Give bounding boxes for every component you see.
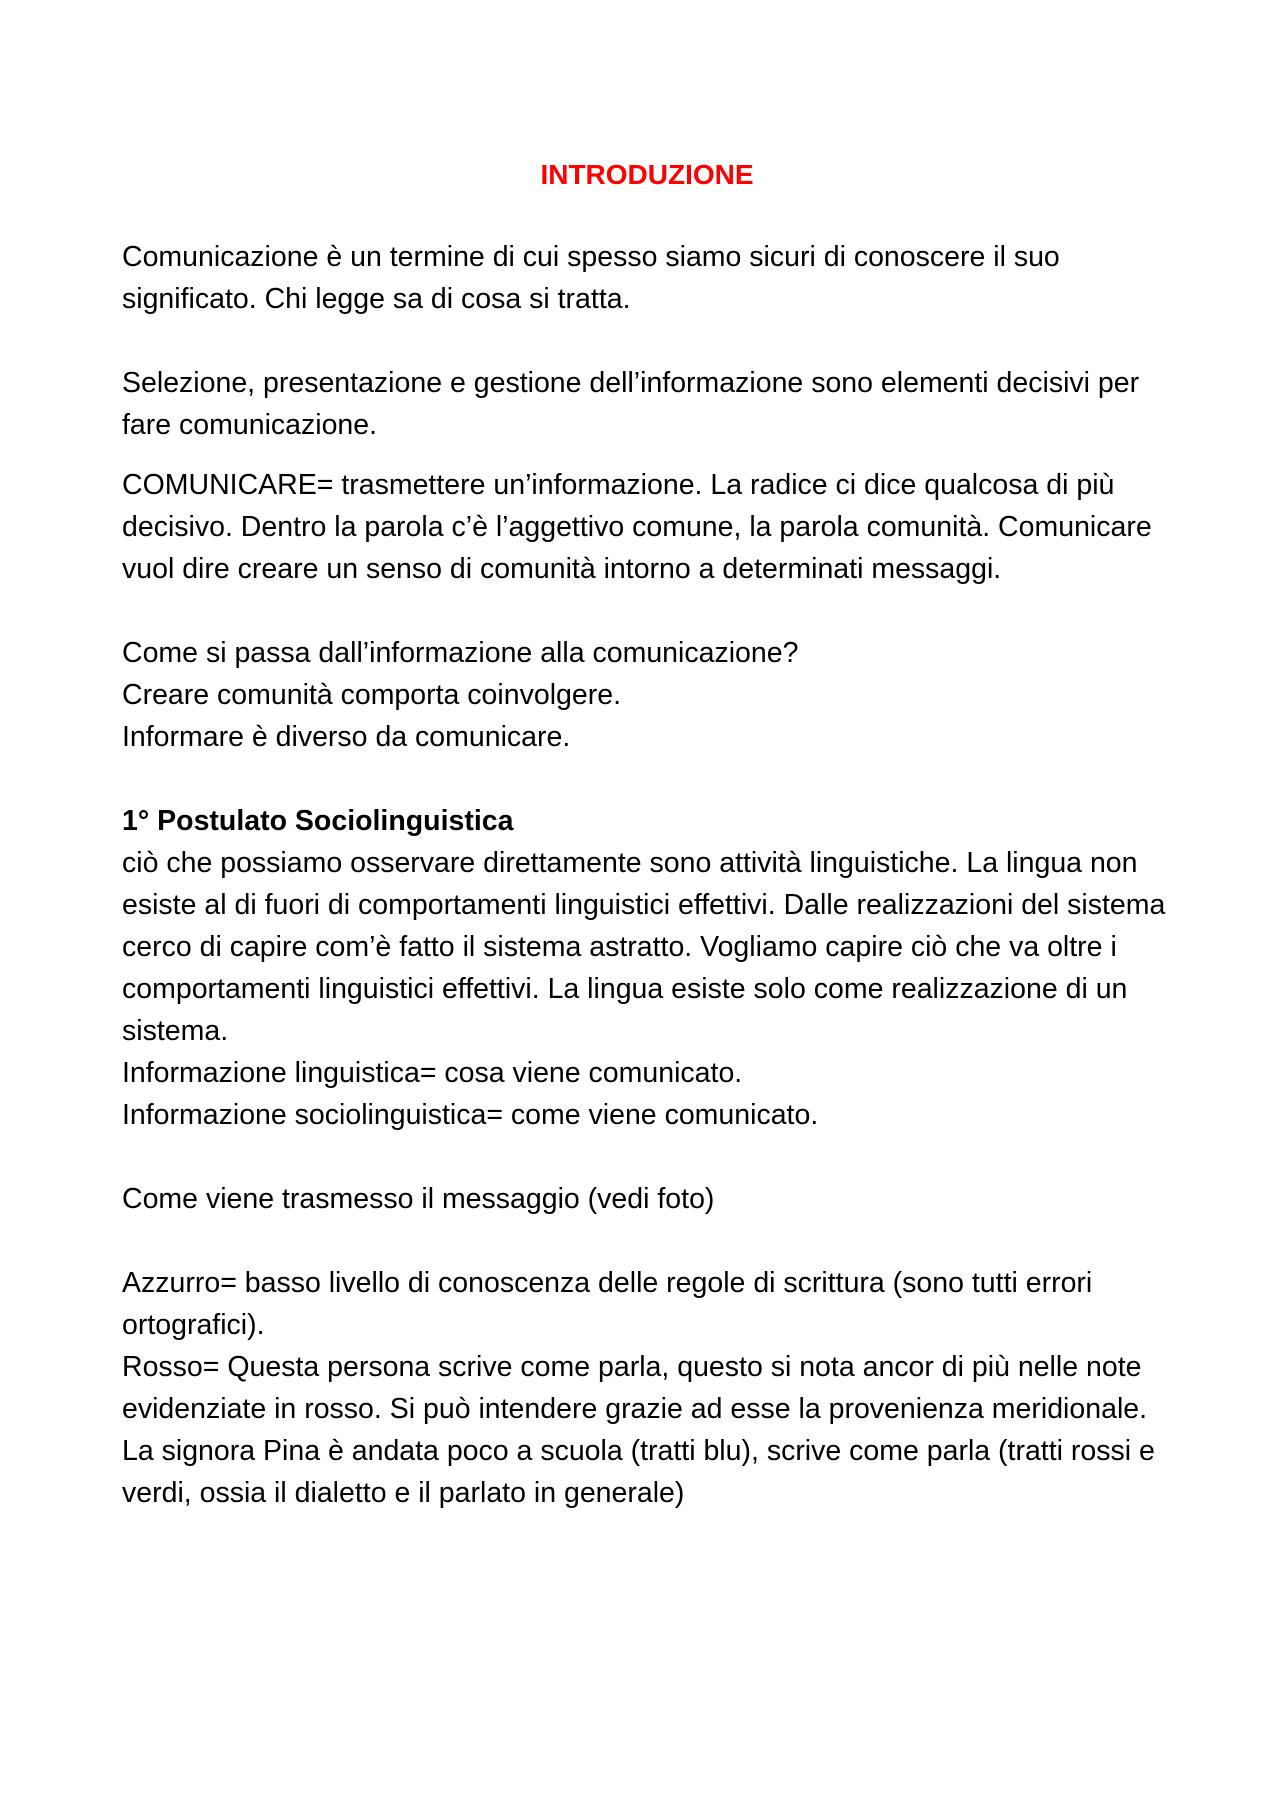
paragraph-signora-pina: La signora Pina è andata poco a scuola (tratti blu), scrive come parla (tratti rossi e verdi, ossia il dialetto e il parlato in generale) (122, 1435, 1155, 1509)
paragraph-comunicare: COMUNICARE= trasmettere un’informazione. La radice ci dice qualcosa di più decisivo. Dentro la parola c’è l’aggettivo comune, la parola comunità. Comunicare vuol dire creare un senso di comunità intorno a determinati messaggi. (122, 469, 1152, 585)
section-heading: 1° Postulato Sociolinguistica (122, 805, 514, 837)
paragraph-info-linguistica: Informazione linguistica= cosa viene comunicato. (122, 1057, 743, 1089)
question-line: Creare comunità comporta coinvolgere. (122, 679, 621, 711)
paragraph-selection: Selezione, presentazione e gestione dell’informazione sono elementi decisivi per fare comunicazione. (122, 367, 1140, 441)
paragraph-postulato: ciò che possiamo osservare direttamente sono attività linguistiche. La lingua non esiste al di fuori di comportamenti linguistici effettivi. Dalle realizzazioni del sistema cerco di capire com’è fatto il sistema astratto. Vogliamo capire ciò che va oltre i comportamenti linguistici effettivi. La lingua esiste solo come realizzazione di un sistema. (122, 847, 1166, 1047)
paragraph-intro: Comunicazione è un termine di cui spesso siamo sicuri di conoscere il suo significato. Chi legge sa di cosa si tratta. (122, 241, 1060, 315)
page-title: INTRODUZIONE (540, 159, 754, 190)
question-line: Informare è diverso da comunicare. (122, 721, 571, 753)
paragraph-rosso: Rosso= Questa persona scrive come parla, questo si nota ancor di più nelle note evidenziate in rosso. Si può intendere grazie ad esse la provenienza meridionale. (122, 1351, 1148, 1425)
paragraph-messaggio: Come viene trasmesso il messaggio (vedi foto) (122, 1183, 715, 1215)
document-body (122, 154, 1172, 1514)
paragraph-azzurro: Azzurro= basso livello di conoscenza delle regole di scrittura (sono tutti errori ortografici). (122, 1267, 1093, 1341)
paragraph-info-sociolinguistica: Informazione sociolinguistica= come viene comunicato. (122, 1099, 819, 1131)
paragraph-questions (122, 632, 1172, 758)
question-line: Come si passa dall’informazione alla comunicazione? (122, 637, 799, 669)
